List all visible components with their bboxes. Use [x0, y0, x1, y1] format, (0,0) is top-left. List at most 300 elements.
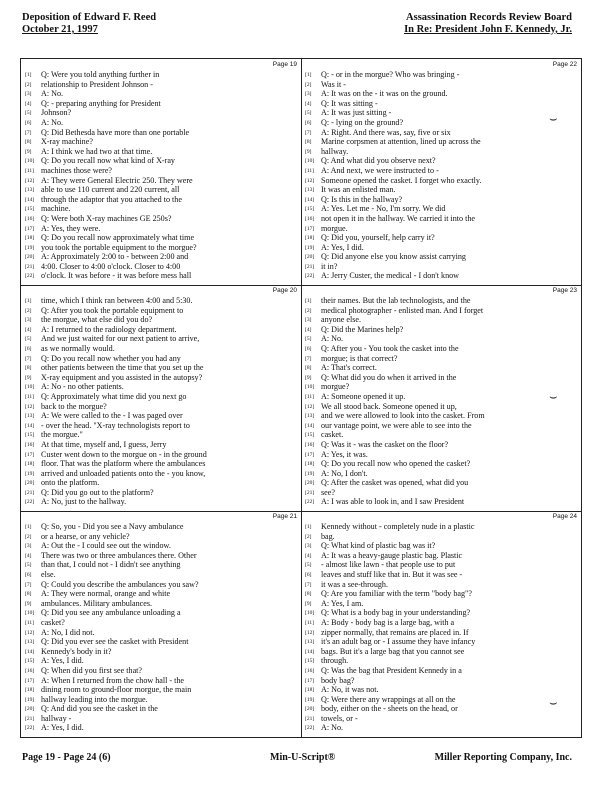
line-number: [11] [25, 619, 34, 626]
line-number: [21] [25, 715, 35, 722]
line-text: Q: What kind of plastic bag was it? [321, 541, 436, 551]
line-text: A: Right. And there was, say, five or six [321, 127, 451, 137]
line-number: [18] [25, 461, 35, 468]
line-text: morgue; is that correct? [321, 353, 398, 363]
transcript-line [305, 373, 577, 383]
document-header-left [22, 12, 156, 36]
line-text: ambulances. Military ambulances. [41, 598, 153, 608]
line-number: [8] [25, 139, 32, 146]
line-number: [13] [305, 413, 315, 420]
line-number: [3] [305, 543, 312, 550]
line-text: our vantage point, we were able to see into the [321, 420, 472, 430]
transcript-line [25, 252, 297, 262]
line-text: hallway. [321, 146, 349, 156]
transcript-page [21, 59, 301, 285]
transcript-line [25, 315, 297, 325]
line-text: Kennedy's body in it? [41, 646, 112, 656]
line-number: [20] [305, 706, 315, 713]
line-number: [4] [305, 100, 312, 107]
line-text: bag. [321, 531, 335, 541]
transcript-line [305, 580, 577, 590]
transcript-line [25, 488, 297, 498]
transcript-line [305, 325, 577, 335]
line-text: A: It was on the - it was on the ground. [321, 89, 448, 99]
page-number-label: Page 22 [552, 61, 577, 68]
transcript-grid [20, 58, 582, 738]
line-text: A: When I returned from the chow hall - the [41, 675, 185, 685]
line-text: Q: Did you, yourself, help carry it? [321, 233, 435, 243]
line-text: 4:00. Closer to 4:00 o'clock. Closer to 4:00 [41, 261, 181, 271]
line-text: Q: Did the Marines help? [321, 324, 404, 334]
transcript-line [25, 440, 297, 450]
line-number: [14] [25, 422, 35, 429]
transcript-line [305, 354, 577, 364]
transcript-line [25, 459, 297, 469]
line-number: [5] [25, 110, 32, 117]
transcript-line [305, 137, 577, 147]
line-text: A: And next, we were instructed to - [321, 165, 439, 175]
transcript-line [25, 334, 297, 344]
line-number: [21] [305, 715, 315, 722]
line-text: their names. But the lab technologists, and the [321, 296, 471, 305]
transcript-line [25, 271, 297, 281]
line-text: Q: Do you recall now what kind of X-ray [41, 156, 175, 166]
line-number: [1] [305, 524, 312, 530]
transcript-line [305, 560, 577, 570]
line-number: [8] [305, 591, 312, 598]
transcript-line [25, 354, 297, 364]
line-text: Q: - lying on the ground? [321, 117, 404, 127]
transcript-line [305, 685, 577, 695]
transcript-line [305, 618, 577, 628]
line-text: and we were allowed to look into the casket. From [321, 411, 485, 421]
line-text: Q: After you took the portable equipment to [41, 305, 184, 315]
line-number: [7] [25, 129, 32, 136]
line-text: A: No, it was not. [321, 685, 379, 695]
line-text: arrived and unloaded patients onto the - you know, [41, 468, 206, 478]
transcript-line [305, 440, 577, 450]
line-text: Q: Could you describe the ambulances you saw? [41, 579, 199, 589]
line-number: [15] [305, 432, 315, 439]
transcript-page [301, 285, 581, 511]
line-number: [13] [305, 187, 315, 194]
line-text: Q: - or in the morgue? Who was bringing - [321, 70, 460, 79]
line-number: [21] [25, 489, 35, 496]
transcript-line [305, 80, 577, 90]
line-number: [6] [25, 119, 32, 126]
line-text: casket. [321, 430, 344, 440]
line-number: [13] [25, 413, 35, 420]
line-text: A: No, just to the hallway. [41, 497, 127, 507]
transcript-line [305, 459, 577, 469]
transcript-line [305, 430, 577, 440]
line-text: the morgue, what else did you do? [41, 315, 153, 325]
line-number: [13] [305, 639, 315, 646]
line-number: [5] [305, 110, 312, 117]
line-text: A: It was a heavy-gauge plastic bag. Plastic [321, 550, 463, 560]
transcript-line [305, 70, 577, 80]
line-number: [11] [305, 167, 314, 174]
line-text: not open it in the hallway. We carried it into the [321, 213, 475, 223]
line-number: [4] [25, 326, 32, 333]
page-number-label: Page 24 [552, 513, 577, 520]
transcript-line [305, 99, 577, 109]
line-text: A: Someone opened it up. [321, 391, 406, 401]
line-number: [3] [305, 91, 312, 98]
transcript-line [305, 411, 577, 421]
transcript-line [305, 714, 577, 724]
line-text: A: No. [41, 117, 64, 127]
transcript-line [305, 608, 577, 618]
line-text: machine. [41, 204, 71, 214]
line-number: [21] [305, 489, 315, 496]
line-number: [14] [25, 196, 35, 203]
line-text: body bag? [321, 675, 355, 685]
transcript-line [25, 99, 297, 109]
line-text: Kennedy without - completely nude in a plastic [321, 522, 475, 531]
line-number: [8] [305, 139, 312, 146]
transcript-line [305, 522, 577, 532]
transcript-line [305, 450, 577, 460]
line-number: [1] [25, 298, 32, 304]
line-number: [10] [25, 158, 35, 165]
line-number: [3] [25, 91, 32, 98]
line-text: Johnson? [41, 108, 72, 118]
transcript-line [305, 723, 577, 733]
line-text: Q: Did you ever see the casket with President [41, 637, 189, 647]
transcript-line [25, 118, 297, 128]
transcript-line [305, 147, 577, 157]
line-text: A: Body - body bag is a large bag, with a [321, 617, 455, 627]
line-number: [19] [25, 470, 35, 477]
transcript-line [305, 108, 577, 118]
line-number: [9] [25, 600, 32, 607]
line-text: A: Yes, I am. [321, 598, 364, 608]
line-number: [14] [25, 648, 35, 655]
transcript-line [305, 676, 577, 686]
line-number: [19] [305, 470, 315, 477]
line-number: [22] [305, 725, 315, 732]
transcript-line [25, 392, 297, 402]
transcript-line [305, 695, 577, 705]
line-number: [13] [25, 187, 35, 194]
line-text: A: Approximately 2:00 to - between 2:00 and [41, 252, 189, 262]
transcript-line [305, 570, 577, 580]
transcript-line [25, 243, 297, 253]
line-text: There was two or three ambulances there. Other [41, 550, 197, 560]
line-text: as we normally would. [41, 343, 115, 353]
line-number: [9] [305, 374, 312, 381]
line-text: Q: Do you recall now who opened the casket? [321, 459, 471, 469]
page-number-label: Page 20 [272, 287, 297, 294]
transcript-page [21, 285, 301, 511]
line-number: [2] [25, 307, 32, 314]
line-text: A: Yes, they were. [41, 223, 101, 233]
transcript-line [25, 185, 297, 195]
line-number: [4] [305, 326, 312, 333]
line-number: [1] [305, 298, 312, 304]
line-number: [10] [305, 384, 315, 391]
line-number: [3] [25, 317, 32, 324]
line-number: [5] [25, 336, 32, 343]
transcript-line [305, 306, 577, 316]
transcript-line [25, 532, 297, 542]
line-number: [16] [305, 667, 315, 674]
transcript-line [25, 570, 297, 580]
line-number: [3] [305, 317, 312, 324]
line-text: Q: - preparing anything for President [41, 98, 161, 108]
line-number: [12] [305, 403, 315, 410]
line-number: [20] [25, 254, 35, 261]
line-text: Q: Was it - was the casket on the floor? [321, 439, 449, 449]
line-text: Q: Was the bag that President Kennedy in a [321, 665, 462, 675]
line-number: [21] [305, 263, 315, 270]
line-number: [14] [305, 196, 315, 203]
line-text: A: No - no other patients. [41, 382, 124, 392]
line-number: [22] [305, 273, 315, 280]
line-text: And we just waited for our next patient to arrive, [41, 334, 200, 344]
transcript-line [305, 262, 577, 272]
line-text: Q: And what did you observe next? [321, 156, 436, 166]
line-number: [17] [25, 677, 35, 684]
transcript-line [25, 70, 297, 80]
line-text: dining room to ground-floor morgue, the main [41, 685, 192, 695]
line-number: [2] [305, 533, 312, 540]
line-number: [6] [25, 345, 32, 352]
line-text: Q: When did you first see that? [41, 665, 142, 675]
transcript-line [305, 243, 577, 253]
line-text: back to the morgue? [41, 401, 107, 411]
line-text: than that, I could not - I didn't see anything [41, 560, 181, 570]
line-number: [18] [305, 461, 315, 468]
transcript-line [25, 89, 297, 99]
transcript-line [305, 488, 577, 498]
transcript-line [305, 532, 577, 542]
transcript-line [305, 176, 577, 186]
line-number: [11] [305, 393, 314, 400]
transcript-line [25, 647, 297, 657]
line-number: [22] [25, 499, 35, 506]
line-text: time, which I think ran between 4:00 and 5:30. [41, 296, 193, 305]
transcript-line [25, 108, 297, 118]
line-number: [2] [305, 307, 312, 314]
line-number: [9] [305, 600, 312, 607]
line-number: [18] [25, 687, 35, 694]
transcript-line [305, 392, 577, 402]
line-number: [3] [25, 543, 32, 550]
transcript-line [25, 176, 297, 186]
footer-page-range: Page 19 - Page 24 (6) [22, 752, 111, 763]
transcript-line [25, 704, 297, 714]
line-text: A: Yes, I did. [41, 656, 84, 666]
case-title: In Re: President John F. Kennedy, Jr. [404, 24, 572, 35]
line-number: [10] [25, 610, 35, 617]
line-number: [7] [25, 581, 32, 588]
line-text: Was it - [321, 79, 346, 89]
line-text: A: No. [41, 89, 64, 99]
line-text: casket? [41, 617, 65, 627]
transcript-line [305, 497, 577, 507]
line-text: relationship to President Johnson - [41, 79, 153, 89]
line-text: onto the platform. [41, 478, 100, 488]
transcript-line [25, 666, 297, 676]
transcript-line [305, 363, 577, 373]
line-text: Q: Did you go out to the platform? [41, 487, 154, 497]
line-text: anyone else. [321, 315, 362, 325]
transcript-line [25, 637, 297, 647]
transcript-line [25, 214, 297, 224]
line-text: you took the portable equipment to the morgue? [41, 242, 197, 252]
line-text: Custer went down to the morgue on - in the ground [41, 449, 207, 459]
line-number: [17] [25, 225, 35, 232]
line-text: X-ray machine? [41, 137, 93, 147]
line-text: A: No. [321, 334, 344, 344]
line-text: Q: After the casket was opened, what did you [321, 478, 469, 488]
transcript-line [25, 430, 297, 440]
transcript-line [25, 478, 297, 488]
line-number: [6] [305, 119, 312, 126]
line-number: [14] [305, 422, 315, 429]
line-number: [22] [25, 725, 35, 732]
line-text: A: Out the - I could see out the window. [41, 541, 171, 551]
transcript-line [305, 271, 577, 281]
line-number: [12] [25, 629, 35, 636]
line-text: We all stood back. Someone opened it up, [321, 401, 457, 411]
line-text: A: Yes, I did. [321, 242, 364, 252]
line-text: it in? [321, 261, 338, 271]
line-number: [4] [25, 100, 32, 107]
line-number: [15] [25, 658, 35, 665]
line-text: Q: Approximately what time did you next go [41, 391, 187, 401]
footer-company: Miller Reporting Company, Inc. [434, 752, 572, 763]
transcript-line [305, 551, 577, 561]
line-text: it's an adult bag or - I assume they have infancy [321, 637, 476, 647]
line-text: Q: Do you recall now approximately what time [41, 233, 195, 243]
line-text: zipper normally, that remains are placed in. If [321, 627, 469, 637]
transcript-line [305, 224, 577, 234]
line-number: [7] [305, 129, 312, 136]
transcript-line [25, 402, 297, 412]
line-number: [7] [305, 355, 312, 362]
line-text: Marine corpsmen at attention, lined up across the [321, 137, 481, 147]
line-text: A: They were normal, orange and white [41, 589, 171, 599]
line-number: [15] [305, 206, 315, 213]
check-mark: ⌣ [549, 389, 558, 404]
transcript-line [305, 344, 577, 354]
line-text: X-ray equipment and you assisted in the autopsy? [41, 372, 203, 382]
line-text: through the adaptor that you attached to the [41, 194, 182, 204]
line-number: [10] [25, 384, 35, 391]
line-text: Q: What did you do when it arrived in the [321, 372, 457, 382]
line-number: [16] [25, 667, 35, 674]
line-text: A: It was just sitting - [321, 108, 392, 118]
transcript-line [25, 560, 297, 570]
line-text: other patients between the time that you set up the [41, 363, 204, 373]
document-header-right [404, 12, 572, 36]
line-text: A: Yes, it was. [321, 449, 368, 459]
line-number: [16] [305, 441, 315, 448]
transcript-page [301, 511, 581, 737]
line-text: Q: After you - You took the casket into the [321, 343, 459, 353]
line-number: [15] [305, 658, 315, 665]
transcript-line [25, 723, 297, 733]
transcript-line [25, 628, 297, 638]
line-text: Q: Is this in the hallway? [321, 194, 403, 204]
line-number: [12] [25, 177, 35, 184]
transcript-line [25, 685, 297, 695]
line-text: see? [321, 487, 335, 497]
line-number: [1] [305, 72, 312, 78]
line-number: [20] [305, 480, 315, 487]
line-text: hallway leading into the morgue. [41, 694, 148, 704]
line-text: medical photographer - enlisted man. And I forget [321, 305, 484, 315]
line-number: [19] [305, 696, 315, 703]
transcript-line [25, 373, 297, 383]
line-number: [12] [305, 629, 315, 636]
line-number: [17] [305, 677, 315, 684]
transcript-line [25, 541, 297, 551]
transcript-line [25, 580, 297, 590]
line-text: Q: Do you recall now whether you had any [41, 353, 181, 363]
transcript-line [305, 233, 577, 243]
transcript-line [25, 296, 297, 306]
transcript-line [305, 185, 577, 195]
transcript-line [305, 637, 577, 647]
line-text: machines those were? [41, 165, 113, 175]
line-text: A: Yes. Let me - No, I'm sorry. We did [321, 204, 446, 214]
transcript-line [25, 714, 297, 724]
line-text: o'clock. It was before - it was before mess hall [41, 271, 192, 281]
transcript-line [305, 118, 577, 128]
line-text: Q: It was sitting - [321, 98, 378, 108]
line-number: [20] [25, 480, 35, 487]
line-text: A: Jerry Custer, the medical - I don't know [321, 271, 460, 281]
line-text: A: That's correct. [321, 363, 377, 373]
transcript-line [305, 589, 577, 599]
line-number: [15] [25, 432, 35, 439]
transcript-line [25, 147, 297, 157]
transcript-line [305, 478, 577, 488]
line-number: [14] [305, 648, 315, 655]
line-text: towels, or - [321, 713, 358, 723]
line-number: [2] [25, 533, 32, 540]
line-number: [11] [25, 393, 34, 400]
transcript-line [305, 704, 577, 714]
transcript-line [305, 599, 577, 609]
transcript-line [305, 156, 577, 166]
transcript-page [21, 511, 301, 737]
transcript-page [301, 59, 581, 285]
transcript-line [25, 137, 297, 147]
line-text: A: They were General Electric 250. They were [41, 175, 193, 185]
transcript-line [25, 233, 297, 243]
transcript-line [305, 382, 577, 392]
line-number: [5] [25, 562, 32, 569]
line-number: [11] [305, 619, 314, 626]
deponent-title: Deposition of Edward F. Reed [22, 12, 157, 23]
check-mark: ⌣ [549, 695, 558, 710]
line-number: [19] [25, 696, 35, 703]
transcript-line [305, 296, 577, 306]
transcript-line [25, 497, 297, 507]
line-number: [6] [305, 345, 312, 352]
line-text: Someone opened the casket. I forget who exactly. [321, 175, 482, 185]
line-number: [1] [25, 72, 32, 78]
transcript-line [25, 363, 297, 373]
line-text: Q: Were you told anything further in [41, 70, 160, 79]
line-text: it was a see-through. [321, 579, 388, 589]
line-number: [10] [305, 610, 315, 617]
